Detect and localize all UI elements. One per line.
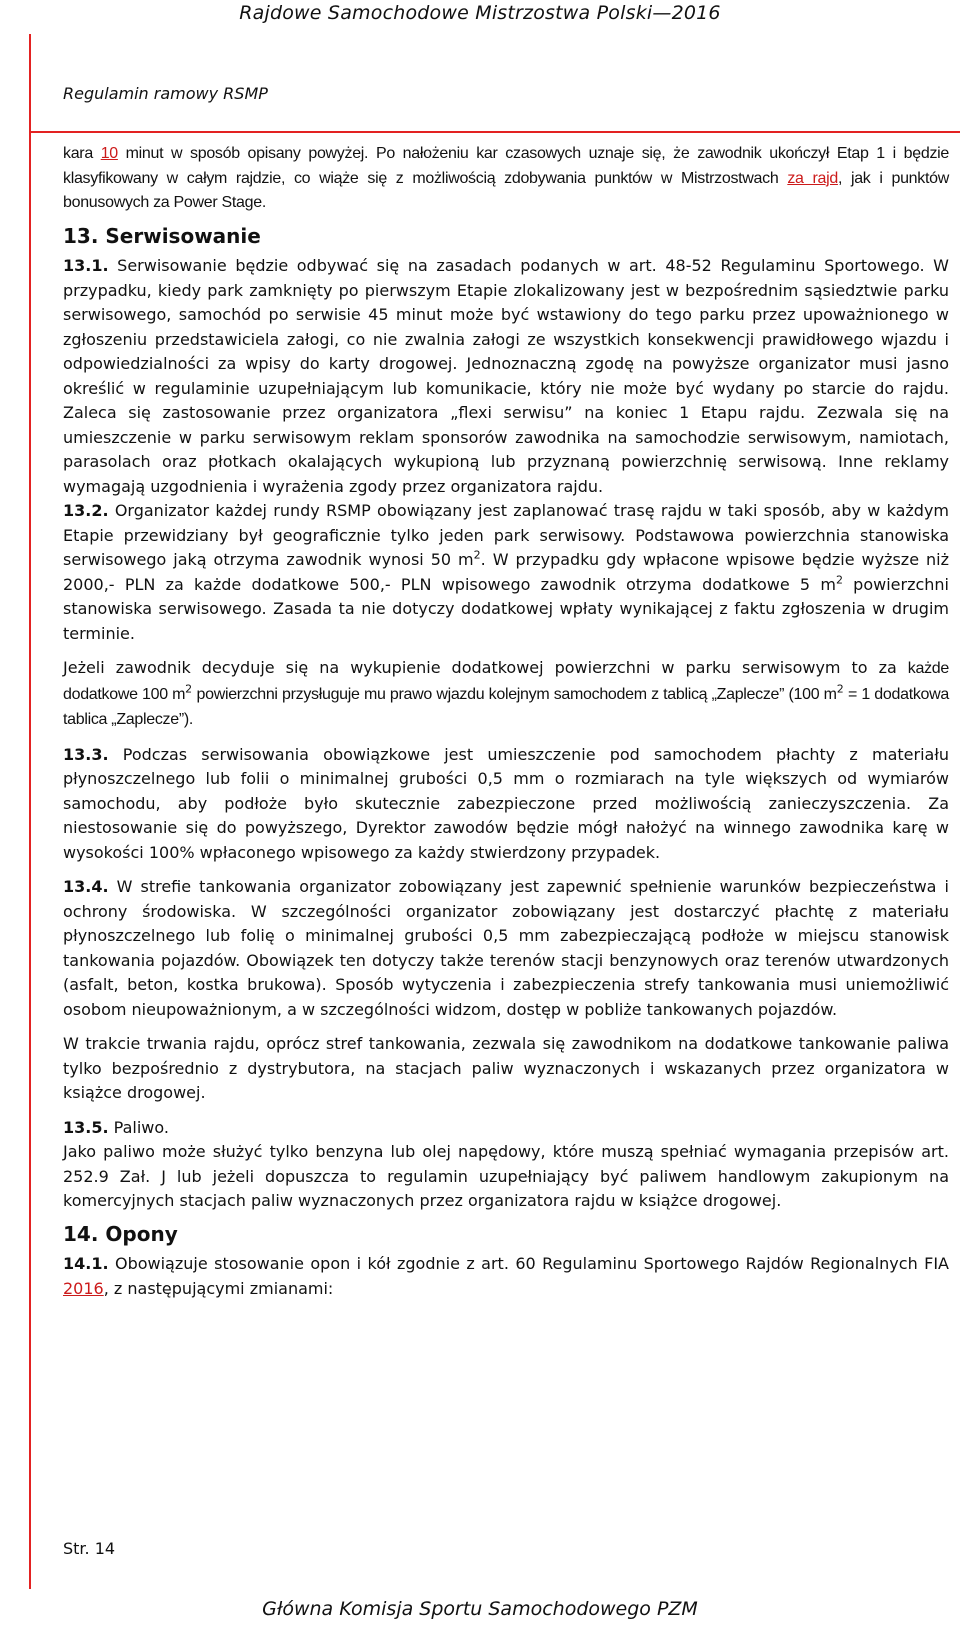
superscript: 2 bbox=[185, 682, 193, 696]
paragraph-13-4 bbox=[63, 875, 949, 1022]
paragraph-text-a: Jeżeli zawodnik decyduje się na wykupienie dodatkowej powierzchni w parku serwisowym to za bbox=[63, 658, 908, 677]
paragraph-text-a: Organizator każdej rundy RSMP obowiązany jest zaplanować trasę rajdu w taki sposób, aby w każdym Etapie przewidziany był geograficznie tylko jeden park serwisowy. Podstawowa powierzchnia stanowiska serwisowego jaką otrzyma zawodnik wynosi 50 m bbox=[63, 501, 949, 569]
paragraph-13-2-additional bbox=[63, 656, 949, 733]
paragraph-14-1 bbox=[63, 1252, 949, 1301]
paragraph-text-a: Obowiązuje stosowanie opon i kół zgodnie z art. 60 Regulaminu Sportowego Rajdów Regionalnych FIA bbox=[108, 1254, 949, 1273]
paragraph-text-b: , z następującymi zmianami: bbox=[103, 1278, 334, 1298]
paragraph-number: 13.3. bbox=[63, 744, 109, 764]
document-subtitle: Regulamin ramowy RSMP bbox=[63, 84, 268, 103]
superscript: 2 bbox=[473, 548, 481, 562]
paragraph-13-1 bbox=[63, 254, 949, 499]
paragraph-number: 13.1. bbox=[63, 256, 109, 275]
page-footer: Główna Komisja Sportu Samochodowego PZM bbox=[262, 1598, 698, 1620]
paragraph-number: 13.4. bbox=[63, 877, 109, 896]
intro-paragraph bbox=[63, 142, 949, 216]
paragraph-title: Paliwo. bbox=[108, 1117, 169, 1137]
link-10[interactable]: 10 bbox=[100, 145, 118, 162]
paragraph-text: Serwisowanie będzie odbywać się na zasadach podanych w art. 48-52 Regulaminu Sportowego. W przypadku, kiedy park zamknięty po pierwszym Etapie zlokalizowany jest w bezpośrednim sąsiedztwie parku serwisowego, samochód po serwisie 45 minut może być wstawiony do tego parku przez upoważnionego w zgłoszeniu przedstawiciela załogi, co nie zwalnia załogi ze wszystkich konsekwencji prawidłowego wjazdu i odpowiedzialności za wpisy do karty drogowej. Jednoznaczną zgodę na powyższe organizator musi jasno określić w regulaminie uzupełniającym lub komunikacie, który nie może być wydany po starcie do rajdu. Zaleca się zastosowanie przez organizatora „flexi serwisu” na koniec 1 Etapu rajdu. Zezwala się na umieszczenie w parku serwisowym reklam sponsorów zawodnika na samochodzie serwisowym, namiotach, parasolach oraz płotkach okalających wykupioną lub przyznaną powierzchnię serwisową. Inne reklamy wymagają uzgodnienia i wyrażenia zgody przez organizatora rajdu. bbox=[63, 256, 949, 496]
paragraph-text-c: powierzchni stanowiska serwisowego. Zasada ta nie dotyczy dodatkowej wpłaty wynikającej z faktu zgłoszenia w drugim terminie. bbox=[63, 574, 949, 643]
page-number: Str. 14 bbox=[63, 1539, 116, 1558]
paragraph-13-3 bbox=[63, 743, 949, 866]
paragraph-number: 14.1. bbox=[63, 1254, 109, 1273]
paragraph-13-5-heading bbox=[63, 1116, 949, 1141]
section-14-heading: 14. Opony bbox=[63, 1221, 178, 1246]
paragraph-number: 13.2. bbox=[63, 501, 109, 520]
page-header: Rajdowe Samochodowe Mistrzostwa Polski—2016 bbox=[239, 2, 721, 24]
paragraph-text: Podczas serwisowania obowiązkowe jest umieszczenie pod samochodem płachty z materiału płynoszczelnego lub folii o minimalnej grubości 0,5 mm o rozmiarach na tyle większych od wymiarów samochodu, aby podłoże było skutecznie zabezpieczone przed możliwością zanieczyszczenia. Za niestosowanie się do powyższego, Dyrektor zawodów będzie mógł nałożyć na winnego zawodnika karę w wysokości 100% wpłaconego wpisowego za każdy stwierdzony przypadek. bbox=[63, 744, 949, 862]
paragraph-text-b: każde dodatkowe 100 m bbox=[63, 660, 949, 703]
paragraph-13-5: Jako paliwo może służyć tylko benzyna lub olej napędowy, które muszą spełniać wymagania przepisów art. 252.9 Zał. J lub jeżeli dopuszcza to regulamin uzupełniający być paliwem handlowym zakupionym na komercyjnych stacjach paliw wyznaczonych przez organizatora rajdu w książce drogowej. bbox=[63, 1142, 949, 1210]
header-rule bbox=[29, 131, 960, 133]
page-content bbox=[63, 142, 949, 1301]
paragraph-text-c: powierzchni przysługuje mu prawo wjazdu kolejnym samochodem z tablicą „Zaplecze” (100 m bbox=[192, 685, 837, 703]
section-13-heading: 13. Serwisowanie bbox=[63, 223, 261, 248]
left-margin-rule bbox=[29, 34, 31, 1589]
paragraph-text-d: = 1 dodatkowa tablica „Zaplecze”). bbox=[63, 685, 949, 728]
intro-text-b: minut w sposób opisany powyżej. Po nałożeniu kar czasowych uznaje się, że zawodnik ukończył Etap 1 i będzie klasyfikowany w całym rajdzie, co wiąże się z możliwością zdobywania punktów w Mistrzostwach bbox=[63, 145, 950, 187]
intro-text-c: , jak i punktów bonusowych za Power Stage. bbox=[63, 169, 949, 211]
superscript: 2 bbox=[836, 682, 844, 696]
intro-text-a: kara bbox=[63, 145, 101, 162]
paragraph-text: W strefie tankowania organizator zobowiązany jest zapewnić spełnienie warunków bezpieczeństwa i ochrony środowiska. W szczególności organizator zobowiązany jest dostarczyć płachtę z materiału płynoszczelnego lub folię o minimalnej grubości 0,5 mm zabezpieczającą podłoże w miejscu stanowisk tankowania pojazdów. Obowiązek ten dotyczy także terenów stacji benzynowych oraz terenów utwardzonych (asfalt, beton, kostka brukowa). Sposób wytyczenia i zabezpieczenia strefy tankowania musi uniemożliwić osobom nieupoważnionym, a w szczególności widzom, dostęp w pobliże tankowanych pojazdów. bbox=[63, 877, 949, 1019]
link-2016[interactable]: 2016 bbox=[63, 1278, 104, 1298]
superscript: 2 bbox=[835, 573, 843, 587]
paragraph-text-b: . W przypadku gdy wpłacone wpisowe będzie wyższe niż 2000,- PLN za każde dodatkowe 500,- PLN wpisowego zawodnik otrzyma dodatkowe 5 m bbox=[63, 550, 949, 594]
paragraph-13-2 bbox=[63, 499, 949, 646]
paragraph-13-4-refuelling: W trakcie trwania rajdu, oprócz stref tankowania, zezwala się zawodnikom na dodatkowe tankowanie paliwa tylko bezpośrednio z dystrybutora, na stacjach paliw wyznaczonych i wskazanych przez organizatora w książce drogowej. bbox=[63, 1034, 949, 1102]
paragraph-number: 13.5. bbox=[63, 1117, 109, 1137]
link-za-rajd[interactable]: za rajd bbox=[787, 169, 838, 187]
